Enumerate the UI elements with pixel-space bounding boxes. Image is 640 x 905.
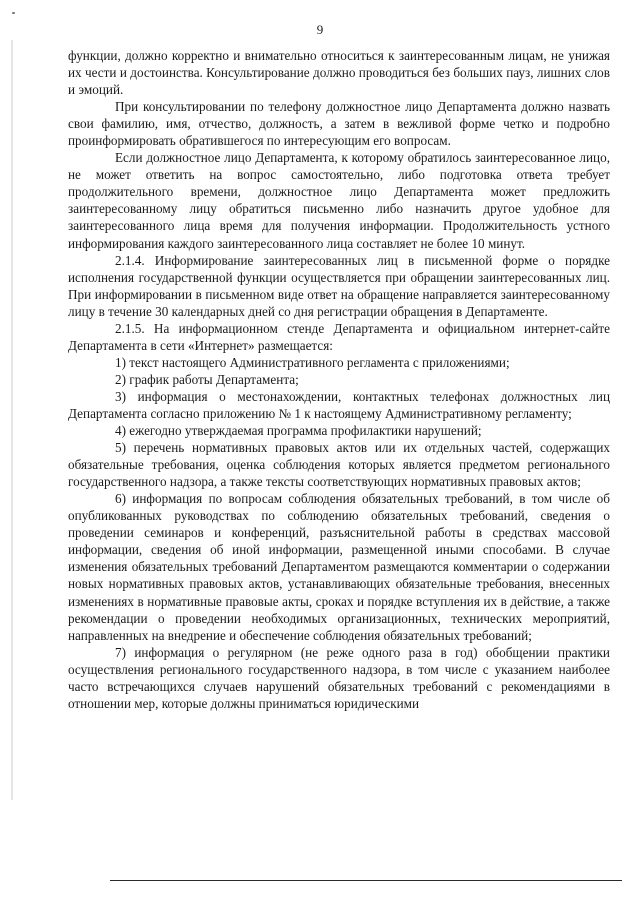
scan-left-edge <box>11 40 13 800</box>
list-item: 5) перечень нормативных правовых актов или их отдельных частей, содержащих обязательные требования, оценка соблюдения которых является предметом регионального государственного надзора, а также тексты соответствующих нормативных правовых актов; <box>68 440 610 490</box>
paragraph: 2.1.5. На информационном стенде Департамента и официальном интернет-сайте Департамента в сети «Интернет» размещается: <box>68 320 610 353</box>
paragraph: функции, должно корректно и внимательно относиться к заинтересованным лицам, не унижая их чести и достоинства. Консультирование должно проводиться без больших пауз, лишних слов и эмоций. <box>68 48 610 98</box>
scan-speck <box>12 12 15 14</box>
document-body <box>68 47 610 712</box>
paragraph: При консультировании по телефону должностное лицо Департамента должно назвать свои фамилию, имя, отчество, должность, а затем в вежливой форме четко и подробно проинформировать обратившегося по интересующим его вопросам. <box>68 99 610 149</box>
list-item: 1) текст настоящего Административного регламента с приложениями; <box>115 354 510 370</box>
list-item: 6) информация по вопросам соблюдения обязательных требований, в том числе об опубликованных руководствах по соблюдению обязательных требований, сведения о проведении семинаров и конференций, разъяснительной работы в средствах массовой информации, сведения об иной информации, размещенной иными способами. В случае изменения обязательных требований Департаментом размещаются комментарии о содержании новых нормативных правовых актов, устанавливающих обязательные требования, внесенных изменениях в нормативные правовые акты, сроках и порядке вступления их в действие, а также рекомендации о проведении необходимых организационных, технических мероприятий, направленных на внедрение и обеспечение соблюдения обязательных требований; <box>68 491 610 643</box>
paragraph: Если должностное лицо Департамента, к которому обратилось заинтересованное лицо, не может ответить на вопрос самостоятельно, либо подготовка ответа требует продолжительного времени, должностное лицо Департамента может предложить заинтересованному лицу обратиться письменно либо назначить другое удобное для заинтересованного лица время для получения информации. Продолжительность устного информирования каждого заинтересованного лица составляет не более 10 минут. <box>68 150 610 251</box>
list-item: 4) ежегодно утверждаемая программа профилактики нарушений; <box>115 423 482 439</box>
paragraph: 2.1.4. Информирование заинтересованных лиц в письменной форме о порядке исполнения государственной функции осуществляется при обращении заинтересованных лиц. При информировании в письменном виде ответ на обращение направляется заинтересованному лицу в течение 30 календарных дней со дня регистрации обращения в Департаменте. <box>68 252 610 319</box>
list-item: 3) информация о местонахождении, контактных телефонах должностных лиц Департамента согласно приложению № 1 к настоящему Административному регламенту; <box>68 388 610 421</box>
page-number: 9 <box>316 22 324 37</box>
bottom-rule <box>110 880 622 881</box>
list-item: 2) график работы Департамента; <box>115 371 299 387</box>
list-item: 7) информация о регулярном (не реже одного раза в год) обобщении практики осуществления регионального государственного надзора, в том числе с указанием наиболее часто встречающихся случаев нарушений обязательных требований с рекомендациями в отношении мер, которые должны приниматься юридическими <box>68 644 610 711</box>
